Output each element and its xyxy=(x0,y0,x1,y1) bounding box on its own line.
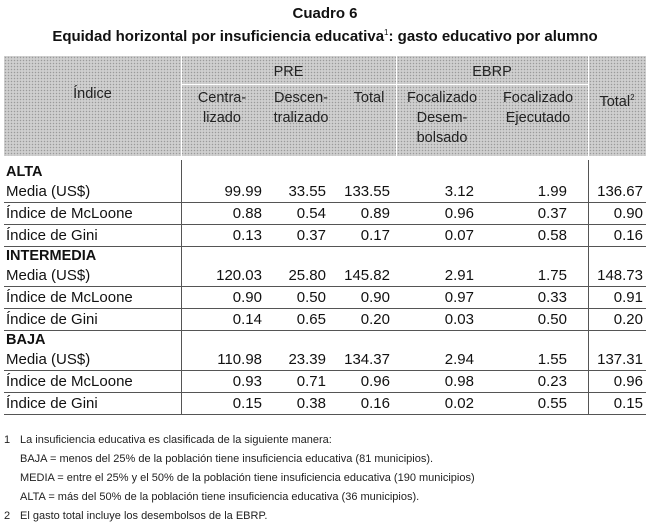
section-intermedia: INTERMEDIA xyxy=(6,248,97,264)
table-row: Índice de McLoone 0.93 0.71 0.96 0.98 0.23 0.96 xyxy=(4,371,646,393)
table-row: Índice de McLoone 0.90 0.50 0.90 0.97 0.33 0.91 xyxy=(4,287,646,309)
footnote-2: 2 El gasto total incluye los desembolsos de la EBRP. xyxy=(4,510,268,522)
table-row: Índice de McLoone 0.88 0.54 0.89 0.96 0.37 0.90 xyxy=(4,203,646,225)
table-title: Cuadro 6 xyxy=(292,5,358,22)
table-row: Media (US$) 99.99 33.55 133.55 3.12 1.99 136.67 xyxy=(4,181,646,203)
table-row: Índice de Gini 0.13 0.37 0.17 0.07 0.58 0.16 xyxy=(4,225,646,247)
footnote-alta: ALTA = más del 50% de la población tiene insuficiencia educativa (36 municipios). xyxy=(20,491,420,503)
table-header xyxy=(4,56,646,156)
section-baja: BAJA xyxy=(6,332,46,348)
header-focalizado-ejecutado: Focalizado Ejecutado xyxy=(502,90,574,126)
header-centralizado: Centra- lizado xyxy=(197,90,247,126)
header-focalizado-desembolsado: Focalizado Desem- bolsado xyxy=(406,90,478,146)
footnotes xyxy=(4,431,475,526)
table-row: Índice de Gini 0.14 0.65 0.20 0.03 0.50 0.20 xyxy=(4,309,646,331)
header-ebrp: EBRP xyxy=(472,64,512,80)
header-total-2: Total$^2$ xyxy=(599,93,635,110)
table-row: Índice de Gini 0.15 0.38 0.16 0.02 0.55 0.15 xyxy=(4,393,646,415)
header-pre: PRE xyxy=(273,64,304,80)
header-total: Total xyxy=(353,90,385,106)
header-descentralizado: Descen- tralizado xyxy=(273,90,329,126)
section-alta: ALTA xyxy=(6,164,43,180)
table-row: Media (US$) 120.03 25.80 145.82 2.91 1.75 148.73 xyxy=(4,265,646,287)
footnote-1: 1 La insuficiencia educativa es clasificada de la siguiente manera: xyxy=(4,434,332,446)
footnote-media: MEDIA = entre el 25% y el 50% de la población tiene insuficiencia educativa (190 municipios) xyxy=(20,472,475,484)
header-index: Índice xyxy=(73,86,112,102)
table-row: Media (US$) 110.98 23.39 134.37 2.94 1.55 137.31 xyxy=(4,349,646,371)
table-subtitle: Equidad horizontal por insuficiencia educativa$^1$: gasto educativo por alumno xyxy=(52,28,598,45)
footnote-baja: BAJA = menos del 25% de la población tiene insuficiencia educativa (81 municipios). xyxy=(20,453,434,465)
